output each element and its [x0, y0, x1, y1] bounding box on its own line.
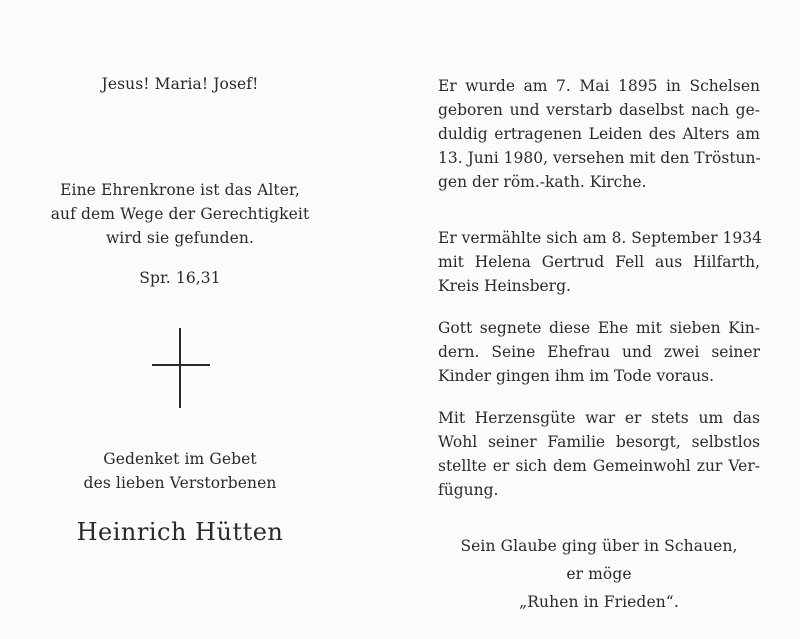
text-line: geboren und verstarb daselbst nach ge- [438, 101, 760, 119]
cross-vertical-bar [179, 328, 181, 408]
bible-quote [40, 178, 320, 250]
text-line: gen der röm.-kath. Kirche. [438, 173, 647, 191]
marriage-paragraph [438, 226, 760, 298]
text-line: mit Helena Gertrud Fell aus Hilfarth, [438, 253, 760, 271]
text-line: fügung. [438, 481, 499, 499]
quote-source [40, 266, 320, 290]
text-line: Kreis Heinsberg. [438, 277, 571, 295]
closing-verse [438, 532, 760, 616]
remembrance-line: des lieben Verstorbenen [83, 474, 277, 492]
quote-source-text: Spr. 16,31 [139, 269, 221, 287]
text-line: dern. Seine Ehefrau und zwei seiner [438, 343, 760, 361]
cross-icon [152, 328, 210, 408]
invocation-text: Jesus! Maria! Josef! [101, 75, 259, 93]
text-line: stellte er sich dem Gemeinwohl zur Ver- [438, 457, 760, 475]
children-paragraph [438, 316, 760, 388]
text-line: 13. Juni 1980, versehen mit den Tröstun- [438, 149, 761, 167]
text-line: duldig ertragenen Leiden des Alters am [438, 125, 760, 143]
remembrance-text [40, 447, 320, 495]
biography-paragraph [438, 74, 760, 194]
text-line: Er vermählte sich am 8. September 1934 [438, 229, 762, 247]
character-paragraph [438, 406, 760, 502]
text-line: Gott segnete diese Ehe mit sieben Kin- [438, 319, 760, 337]
remembrance-line: Gedenket im Gebet [103, 450, 257, 468]
invocation [40, 72, 320, 96]
closing-line: „Ruhen in Frieden“. [519, 593, 679, 611]
closing-line: Sein Glaube ging über in Schauen, [460, 537, 738, 555]
text-line: Mit Herzensgüte war er stets um das [438, 409, 760, 427]
deceased-name: Heinrich Hütten [76, 518, 284, 546]
quote-line: auf dem Wege der Gerechtigkeit [50, 205, 310, 223]
text-line: Kinder gingen ihm im Tode voraus. [438, 367, 715, 385]
quote-line: Eine Ehrenkrone ist das Alter, [60, 181, 300, 199]
quote-line: wird sie gefunden. [105, 229, 255, 247]
closing-line: er möge [566, 565, 632, 583]
cross-horizontal-bar [152, 364, 210, 366]
text-line: Er wurde am 7. Mai 1895 in Schelsen [438, 77, 760, 95]
text-line: Wohl seiner Familie besorgt, selbstlos [438, 433, 760, 451]
